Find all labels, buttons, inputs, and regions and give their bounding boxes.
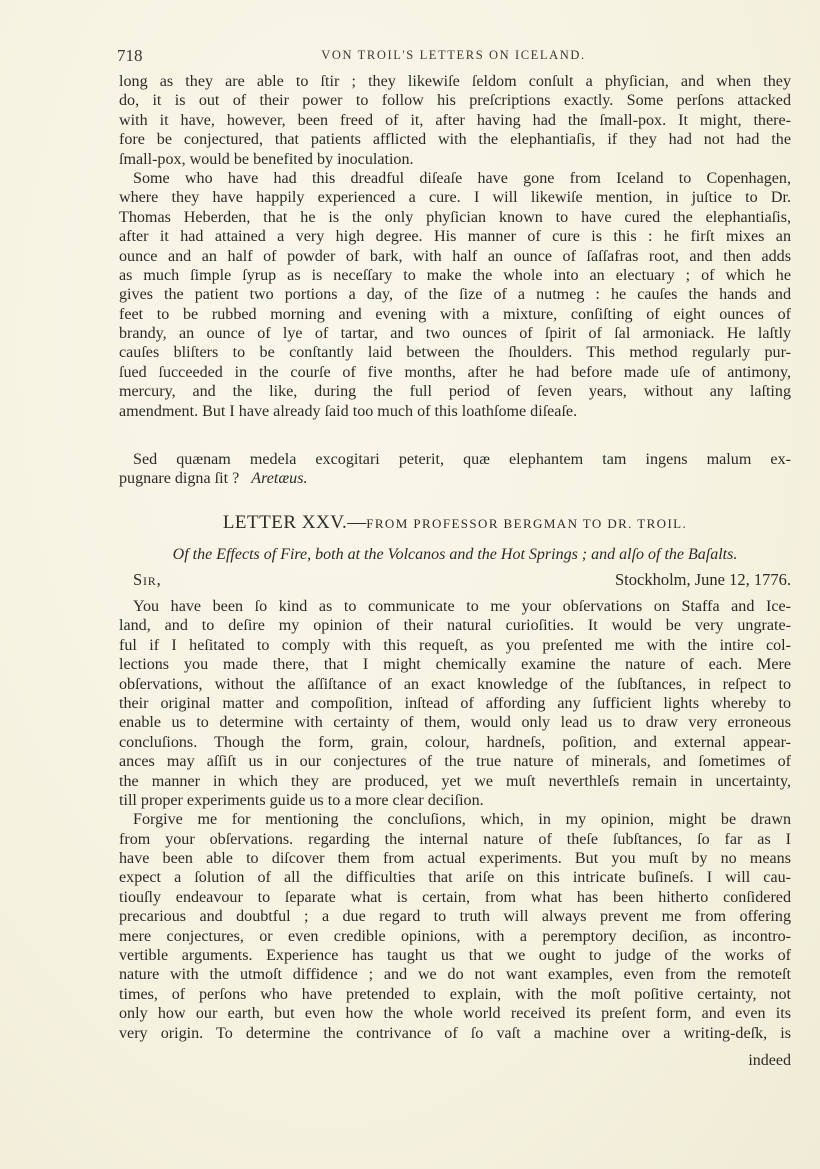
text-line: ounce and an half of powder of bark, with half an ounce of ſaſſafras root, and then adds (119, 247, 791, 265)
running-title: VON TROIL'S LETTERS ON ICELAND. (321, 48, 586, 62)
text-line: feet to be rubbed morning and evening with a mixture, conſiſting of eight ounces of (119, 305, 791, 323)
text-line: mercury, and the like, during the full period of ſeven years, without any laſting (119, 383, 791, 401)
dateline: Stockholm, June 12, 1776. (615, 570, 791, 589)
paragraph (119, 169, 791, 421)
text-line: fore be conjectured, that patients afflicted with the elephantiaſis, if they had not had the (119, 131, 791, 149)
heading-dash: — (347, 512, 367, 533)
text-line: from your obſervations. regarding the internal nature of theſe ſubſtances, ſo far as I (119, 830, 791, 848)
quotation-line-final (119, 469, 791, 488)
running-head (117, 46, 790, 68)
text-line: have been able to diſcover them from actual experiments. But you muſt by no means (119, 850, 791, 868)
text-line: vertible arguments. Experience has taught us that we ought to judge of the works of (119, 947, 791, 965)
text-line: where they have happily experienced a cure. I will likewiſe mention, in juſtice to Dr. (119, 189, 791, 207)
text-line: ful if I heſitated to comply with this requeſt, as you preſented me with the intire col- (119, 636, 791, 654)
text-line: Forgive me for mentioning the concluſions, which, in my opinion, might be drawn (133, 811, 791, 829)
text-line: You have been ſo kind as to communicate to me your obſervations on Staffa and Ice- (133, 598, 791, 615)
text-line: lections you made there, that I might chemically examine the nature of each. Mere (119, 656, 791, 674)
text-line: ances may aſſiſt us in our conjectures of the true nature of minerals, and ſometimes of (119, 753, 791, 771)
quotation-attribution: Aretæus. (251, 470, 308, 488)
text-line: times, of perſons who have pretended to explain, with the moſt poſitive certainty, not (119, 985, 791, 1003)
salutation-row (133, 570, 791, 592)
letter-sender: FROM PROFESSOR BERGMAN TO DR. TROIL. (366, 516, 688, 531)
text-line: their original matter and compoſition, inſtead of affording any ſufficient lights whereby to (119, 694, 791, 712)
letter-number: LETTER XXV. (222, 512, 348, 533)
text-line: tiouſly endeavour to ſeparate what is certain, from what has been hitherto conſidered (119, 888, 791, 906)
text-line: after it had attained a very high degree. His manner of cure is this : he firſt mixes an (119, 228, 791, 246)
quotation-text: pugnare digna ſit ? (119, 470, 240, 488)
text-line: nature with the utmoſt diffidence ; and we do not want examples, even from the remoteſt (119, 966, 791, 984)
text-line: concluſions. Though the form, grain, colour, hardneſs, poſition, and external appear- (119, 733, 791, 751)
body-text-section-c (119, 597, 791, 1043)
text-line: expect a ſolution of all the difficulties that ariſe on this intricate buſineſs. I will cau- (119, 869, 791, 887)
text-line: as much ſimple ſyrup as is neceſſary to make the whole into an electuary ; of which he (119, 266, 791, 284)
paragraph (119, 810, 791, 1043)
text-line: long as they are able to ſtir ; they likewiſe ſeldom conſult a phyſician, and when they (119, 73, 791, 90)
text-line: Thomas Heberden, that he is the only phyſician known to have cured the elephantiaſis, (119, 208, 791, 226)
paragraph (119, 72, 791, 169)
text-line: brandy, an ounce of lye of tartar, and two ounces of ſpirit of ſal armoniack. He laſtly (119, 325, 791, 343)
text-line: precarious and doubtful ; a due regard to truth will always prevent me from offering (119, 908, 791, 926)
text-line: mere conjectures, or even credible opinions, with a peremptory deciſion, as incontro- (119, 927, 791, 945)
catchword: indeed (748, 1052, 791, 1069)
text-line: enable us to determine with certainty of them, would only lead us to draw very erroneous (119, 714, 791, 732)
text-line: amendment. But I have already ſaid too much of this loathſome diſeaſe. (119, 402, 578, 420)
letter-heading (119, 512, 791, 534)
text-line: obſervations, without the aſſiſtance of an exact knowledge of the ſubſtances, in reſpect to (119, 675, 791, 693)
text-line: land, and to deſire my opinion of their natural curioſities. It would be very ungrate- (119, 617, 791, 635)
text-line: with it have, however, been freed of it, after having had the ſmall-pox. It might, there- (119, 111, 791, 129)
letter-subtitle: Of the Effects of Fire, both at the Volcanos and the Hot Springs ; and alſo of the Baſalts. (172, 546, 738, 563)
quotation-line: Sed quænam medela excogitari peterit, quæ elephantem tam ingens malum ex- (133, 451, 791, 468)
text-line: the manner in which they are produced, yet we muſt neverthleſs remain in uncertainty, (119, 772, 791, 790)
page-number: 718 (117, 46, 143, 65)
text-line: do, it is out of their power to follow his preſcriptions exactly. Some perſons attacked (119, 92, 791, 110)
text-line: ſmall-pox, would be benefited by inoculation. (119, 150, 414, 168)
text-line: ſued ſucceeded in the courſe of five months, after he had before made uſe of antimony, (119, 363, 791, 381)
text-line: till proper experiments guide us to a more clear deciſion. (119, 791, 484, 809)
paragraph (119, 597, 791, 810)
body-text-section-a (119, 72, 791, 421)
text-line: gives the patient two portions a day, of the ſize of a nutmeg : he cauſes the hands and (119, 286, 791, 304)
text-line: cauſes bliſters to be conſtantly laid between the ſhoulders. This method regularly pur- (119, 344, 791, 362)
latin-quotation (119, 450, 791, 489)
text-line: very origin. To determine the contrivance of ſo vaſt a machine over a writing-deſk, is (119, 1024, 791, 1042)
text-line: Some who have had this dreadful diſeaſe have gone from Iceland to Copenhagen, (133, 169, 791, 187)
text-line: only how our earth, but even how the whole world received its preſent form, and even its (119, 1005, 791, 1023)
salutation: Sir, (133, 570, 162, 589)
